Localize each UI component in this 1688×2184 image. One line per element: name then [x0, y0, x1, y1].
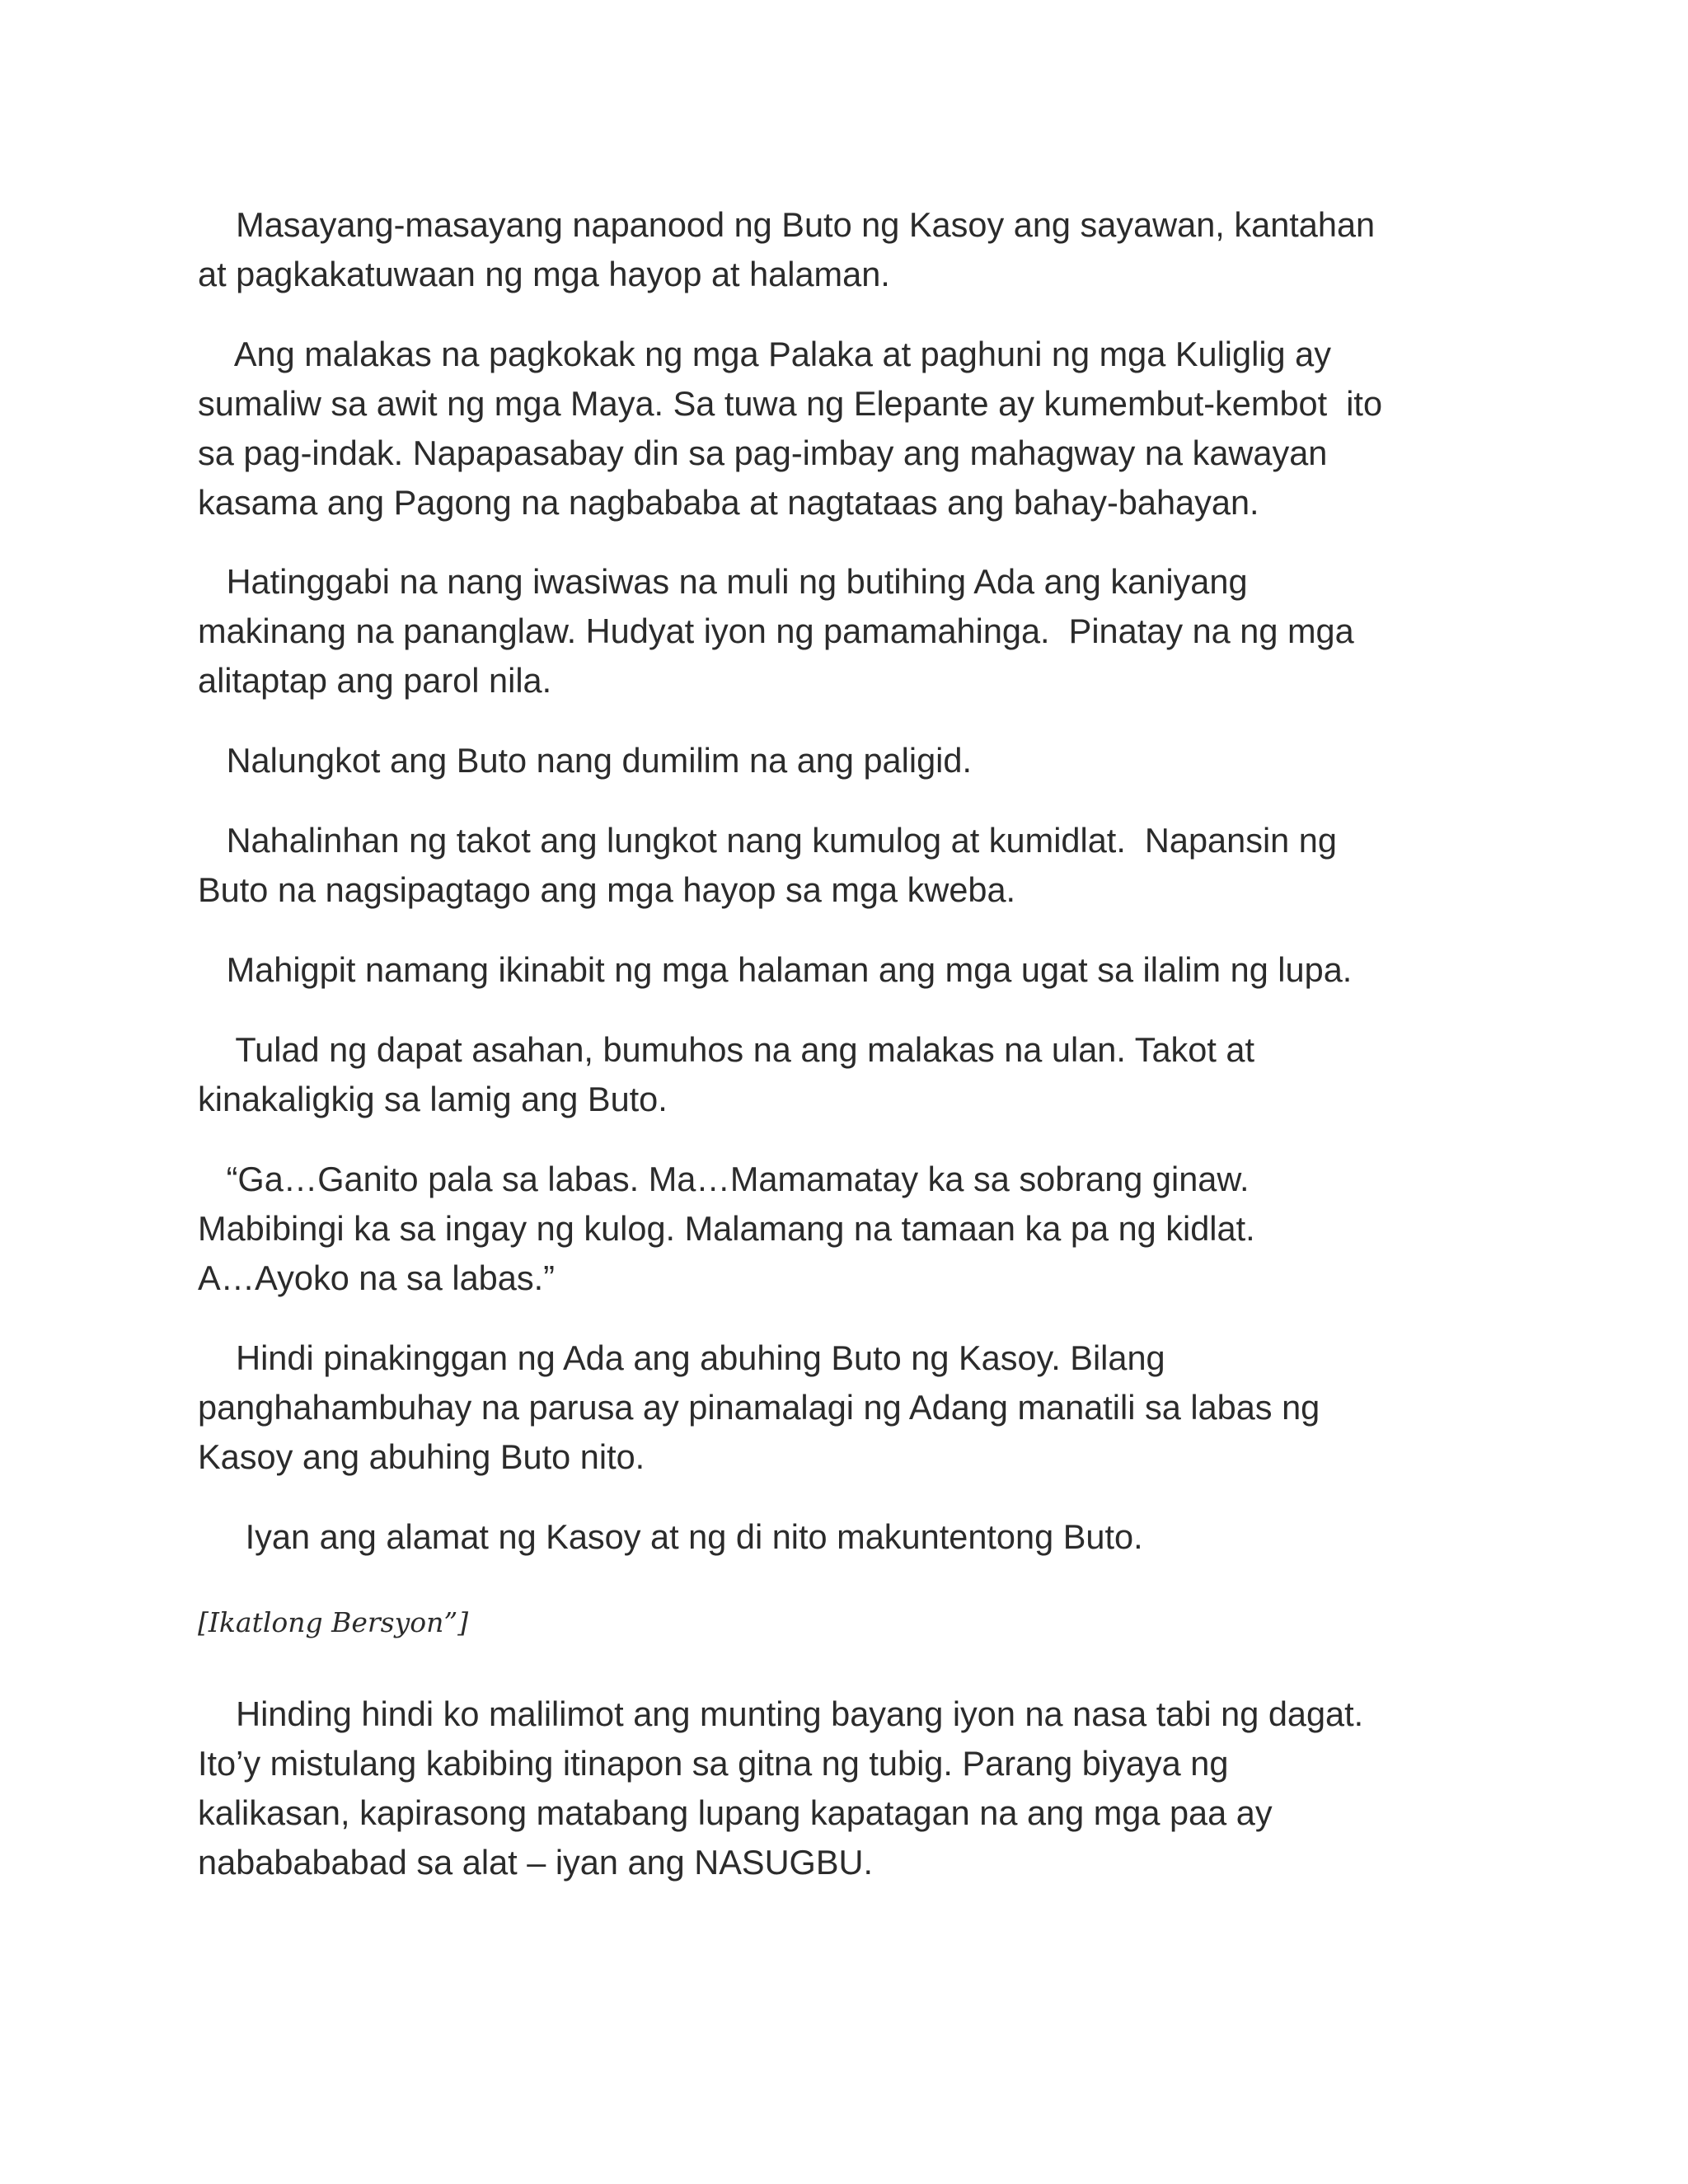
paragraph-6: Mahigpit namang ikinabit ng mga halaman ang mga ugat sa ilalim ng lupa. [198, 950, 1353, 989]
paragraph-7: Tulad ng dapat asahan, bumuhos na ang malakas na ulan. Takot at kinakaligkig sa lamig ang Buto. [198, 1030, 1255, 1118]
paragraph-8: “Ga…Ganito pala sa labas. Ma…Mamamatay ka sa sobrang ginaw. Mabibingi ka sa ingay ng kulog. Malamang na tamaan ka pa ng kidlat. A…Ayoko na sa labas.” [198, 1160, 1255, 1297]
paragraph-9: Hindi pinakinggan ng Ada ang abuhing Buto ng Kasoy. Bilang panghahambuhay na parusa ay pinamalagi ng Adang manatili sa labas ng Kasoy ang abuhing Buto nito. [198, 1338, 1320, 1476]
closing-paragraph: Hinding hindi ko malilimot ang munting bayang iyon na nasa tabi ng dagat. Ito’y mistulang kabibing itinapon sa gitna ng tubig. Parang biyaya ng kalikasan, kapirasong matabang lupang kapatagan na ang mga paa ay nababababad sa alat – iyan ang NASUGBU. [198, 1694, 1364, 1882]
paragraph-4: Nalungkot ang Buto nang dumilim na ang paligid. [198, 741, 972, 780]
paragraph-3: Hatinggabi na nang iwasiwas na muli ng butihing Ada ang kaniyang makinang na pananglaw. Hudyat iyon ng pamamahinga. Pinatay na ng mga alitaptap ang parol nila. [198, 562, 1354, 700]
paragraph-1: Masayang-masayang napanood ng Buto ng Kasoy ang sayawan, kantahan at pagkakatuwaan ng mga hayop at halaman. [198, 205, 1376, 293]
section-heading: [Ikatlong Bersyon”] [198, 1606, 469, 1638]
paragraph-2: Ang malakas na pagkokak ng mga Palaka at paghuni ng mga Kuliglig ay sumaliw sa awit ng mga Maya. Sa tuwa ng Elepante ay kumembut-kembot ito sa pag-indak. Napapasabay din sa pag-imbay ang mahagway na kawayan kasama ang Pagong na nagbababa at nagtataas ang bahay-bahayan. [198, 335, 1383, 522]
paragraph-10: Iyan ang alamat ng Kasoy at ng di nito makuntentong Buto. [198, 1517, 1143, 1556]
paragraph-5: Nahalinhan ng takot ang lungkot nang kumulog at kumidlat. Napansin ng Buto na nagsipagtago ang mga hayop sa mga kweba. [198, 821, 1337, 909]
